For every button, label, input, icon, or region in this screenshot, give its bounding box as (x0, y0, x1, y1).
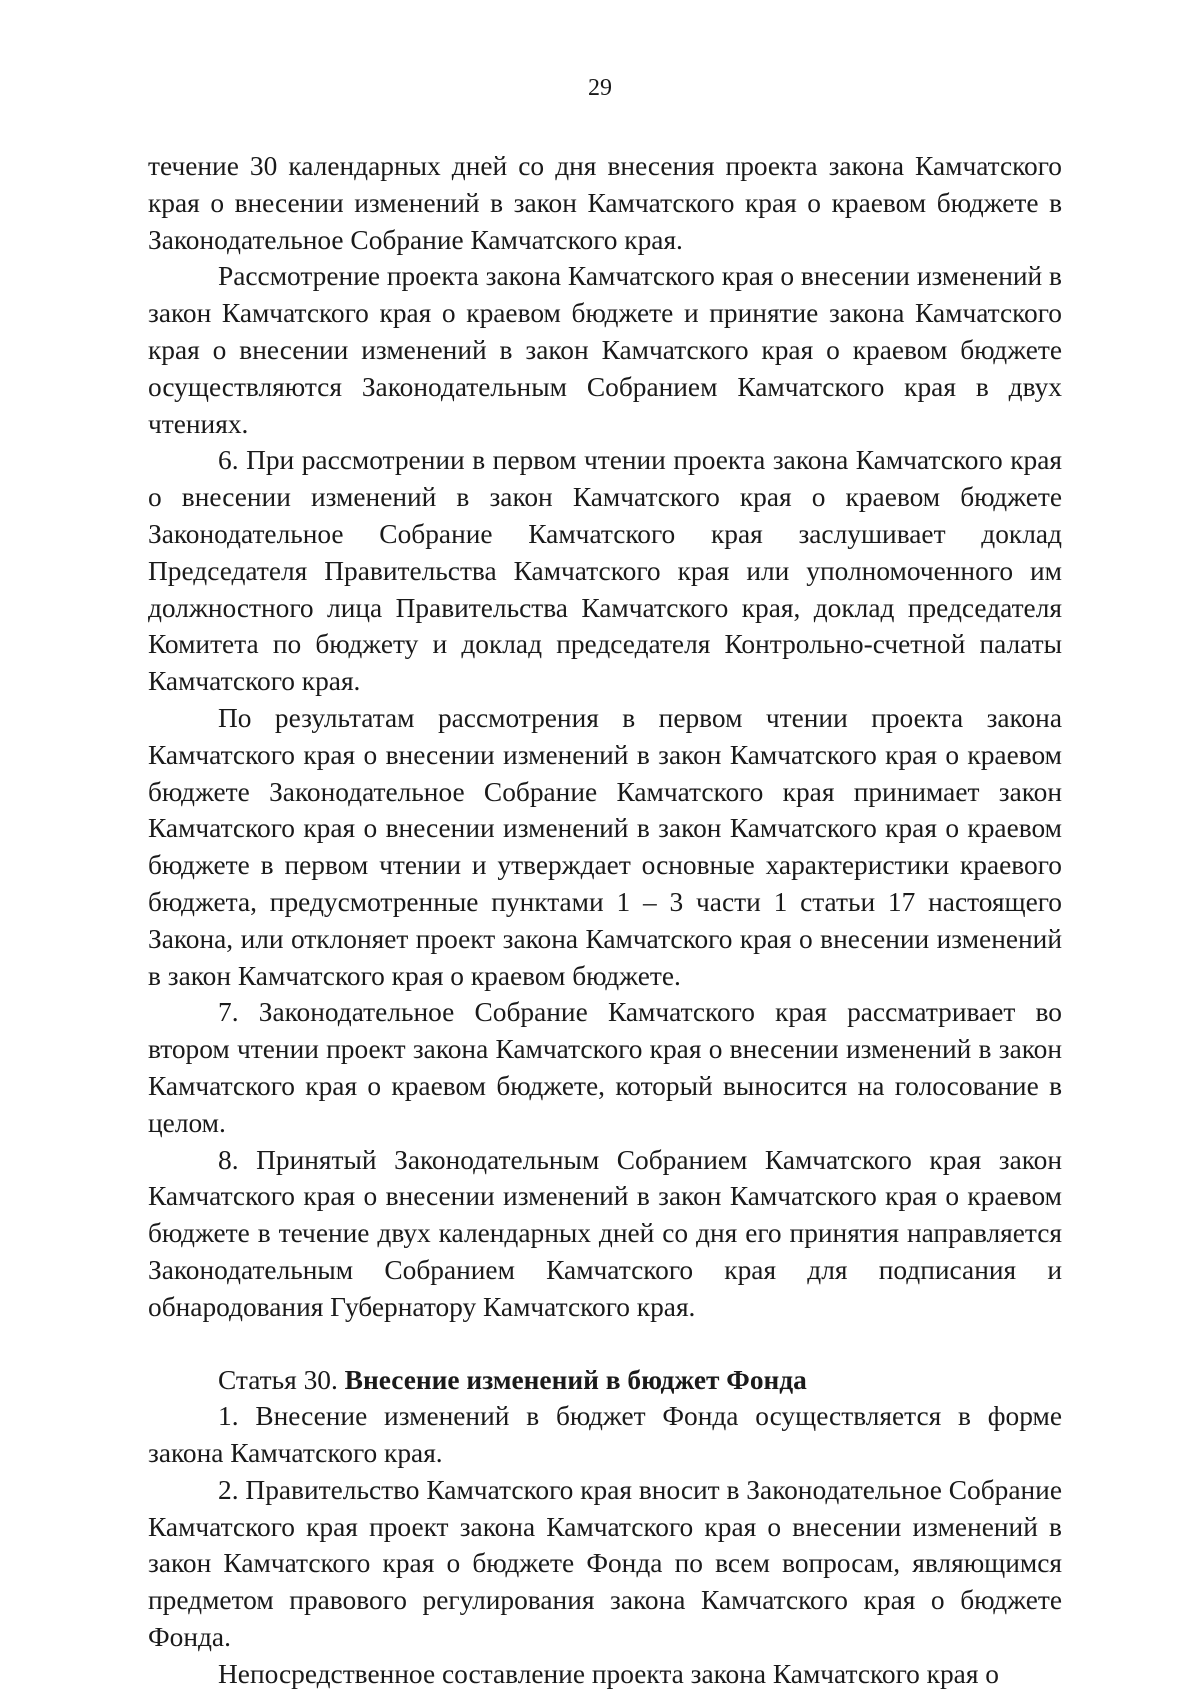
article-label: Статья 30. (218, 1364, 338, 1395)
page-number: 29 (588, 75, 612, 101)
paragraph: Рассмотрение проекта закона Камчатского края о внесении изменений в закон Камчатского края о краевом бюджете и принятие закона Камчатского края о внесении изменений в закон Камчатского края о краевом бюджете осуществляются Законодательным Собранием Камчатского края в двух чтениях. (148, 261, 1062, 439)
paragraph: 1. Внесение изменений в бюджет Фонда осуществляется в форме закона Камчатского края. (148, 1401, 1062, 1469)
paragraph: 8. Принятый Законодательным Собранием Камчатского края закон Камчатского края о внесении изменений в закон Камчатского края о краевом бюджете в течение двух календарных дней со дня его принятия направляется Законодательным Собранием Камчатского края для подписания и обнародования Губернатору Камчатского края. (148, 1144, 1062, 1322)
document-body (148, 148, 1062, 1693)
article-title: Внесение изменений в бюджет Фонда (344, 1364, 807, 1395)
article-heading (148, 1362, 1062, 1399)
paragraph: течение 30 календарных дней со дня внесения проекта закона Камчатского края о внесении изменений в закон Камчатского края о краевом бюджете в Законодательное Собрание Камчатского края. (148, 151, 1062, 255)
paragraph: По результатам рассмотрения в первом чтении проекта закона Камчатского края о внесении изменений в закон Камчатского края о краевом бюджете Законодательное Собрание Камчатского края принимает закон Камчатского края о внесении изменений в закон Камчатского края о краевом бюджете в первом чтении и утверждает основные характеристики краевого бюджета, предусмотренные пунктами 1 – 3 части 1 статьи 17 настоящего Закона, или отклоняет проект закона Камчатского края о внесении изменений в закон Камчатского края о краевом бюджете. (148, 702, 1062, 991)
paragraph: 7. Законодательное Собрание Камчатского края рассматривает во втором чтении проект закона Камчатского края о внесении изменений в закон Камчатского края о краевом бюджете, который выносится на голосование в целом. (148, 997, 1062, 1138)
paragraph: Непосредственное составление проекта закона Камчатского края о (218, 1658, 999, 1689)
paragraph: 2. Правительство Камчатского края вносит в Законодательное Собрание Камчатского края проект закона Камчатского края о внесении изменений в закон Камчатского края о бюджете Фонда по всем вопросам, являющимся предметом правового регулирования закона Камчатского края о бюджете Фонда. (148, 1474, 1062, 1653)
paragraph: 6. При рассмотрении в первом чтении проекта закона Камчатского края о внесении изменений в закон Камчатского края о краевом бюджете Законодательное Собрание Камчатского края заслушивает доклад Председателя Правительства Камчатского края или уполномоченного им должностного лица Правительства Камчатского края, доклад председателя Комитета по бюджету и доклад председателя Контрольно-счетной палаты Камчатского края. (148, 445, 1062, 697)
